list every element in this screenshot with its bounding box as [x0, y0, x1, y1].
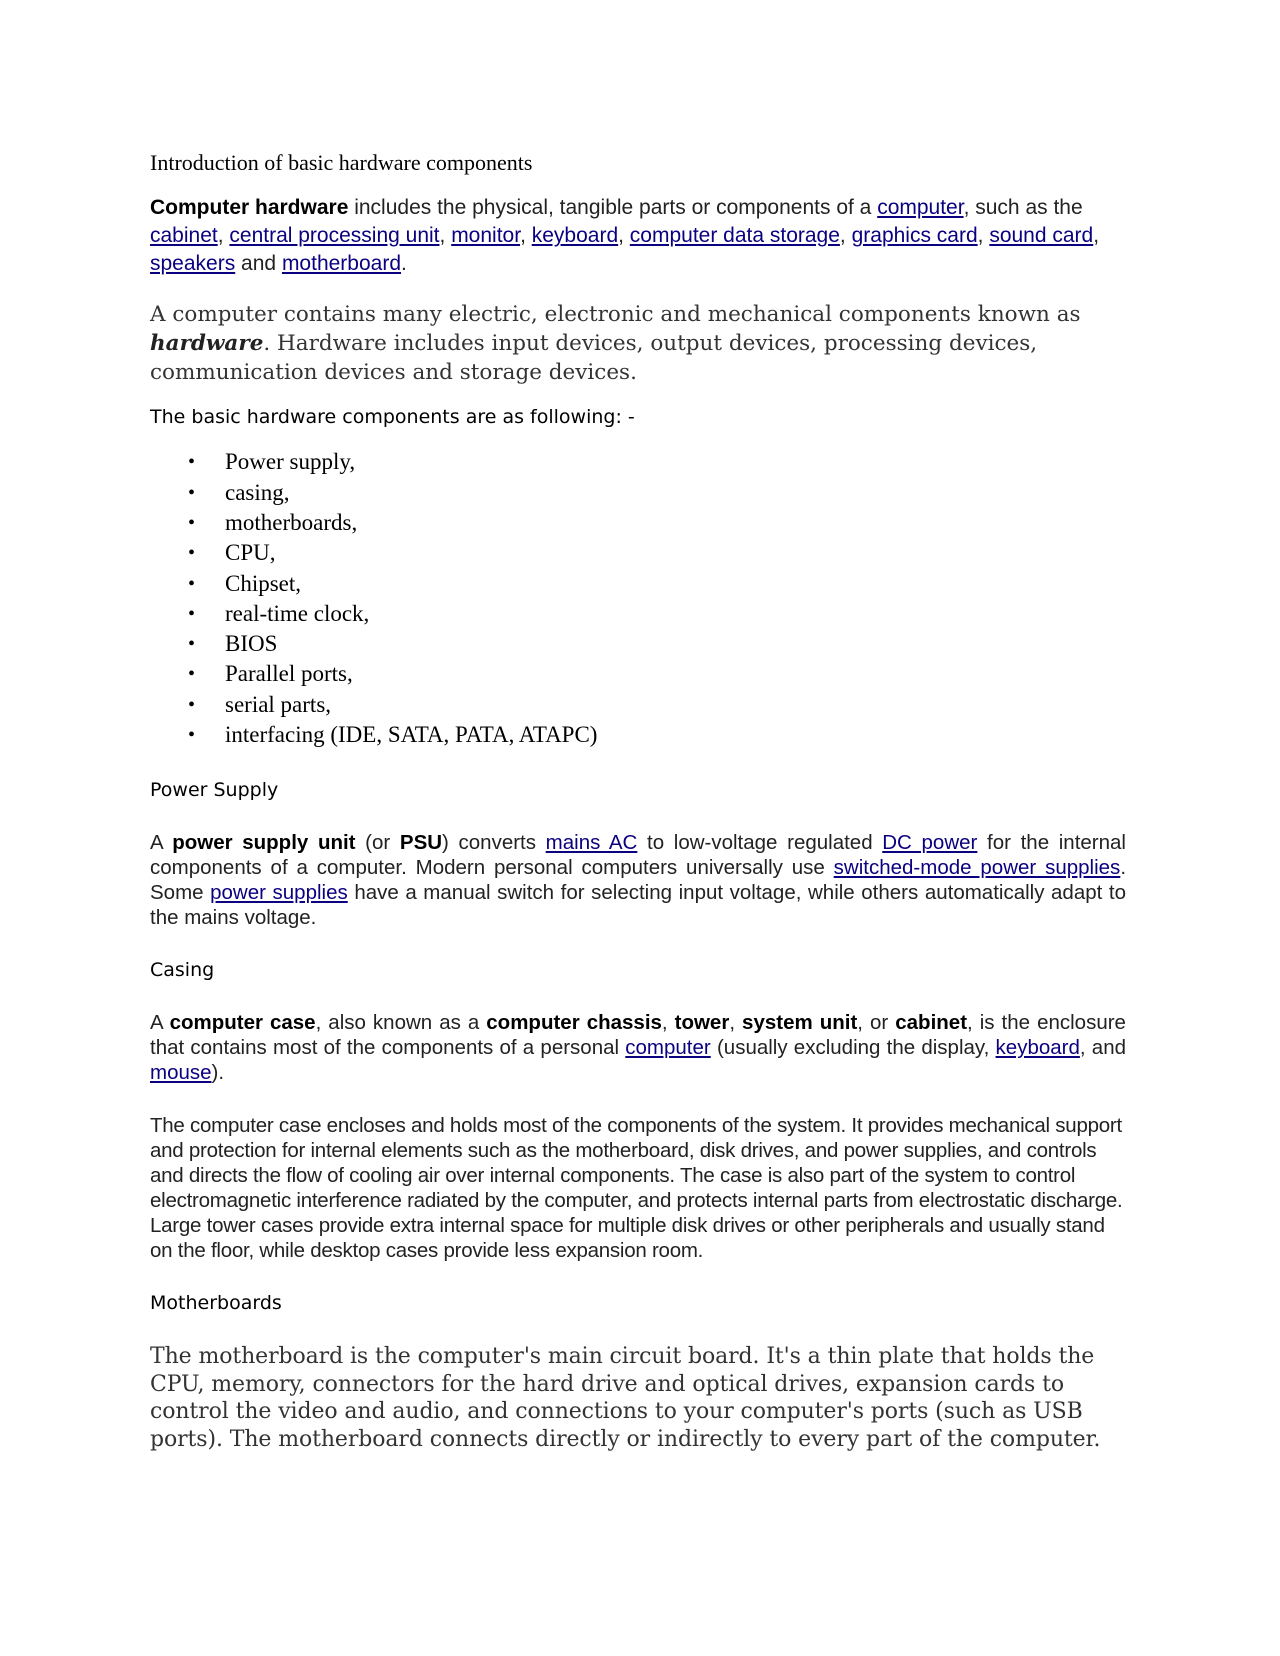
list-item-text: Chipset, — [225, 570, 302, 596]
link-computer[interactable]: computer — [877, 196, 964, 220]
separator: , — [618, 224, 630, 248]
casing-description-paragraph: The computer case encloses and holds most of the components of the system. It provides mechanical support and protection for internal elements such as the motherboard, disk drives, and power supplies, and controls and directs the flow of cooling air over internal components. The case is also part of the system to control electromagnetic interference radiated by the computer, and protects internal parts from electrostatic discharge. Large tower cases provide extra internal space for multiple disk drives or other peripherals and usually stand on the floor, while desktop cases provide less expansion room. — [150, 1114, 1123, 1263]
definition-text: A computer contains many electric, electronic and mechanical components known as — [150, 302, 1081, 328]
intro-text: and — [235, 252, 282, 276]
link-keyboard[interactable]: keyboard — [531, 224, 619, 248]
psu-abbrev: PSU — [399, 831, 443, 855]
motherboards-paragraph: The motherboard is the computer's main circuit board. It's a thin plate that holds the CPU, memory, connectors for the hard drive and optical drives, expansion cards to control the video and audio, and connections to your computer's ports (such as USB ports). The motherboard connects directly or indirectly to every part of the computer. — [150, 1344, 1101, 1452]
casing-text: , — [661, 1011, 675, 1035]
link-monitor[interactable]: monitor — [451, 224, 521, 248]
intro-text: , such as the — [963, 196, 1083, 220]
bullet-icon: • — [188, 511, 196, 534]
power-supply-heading: Power Supply — [150, 779, 279, 802]
psu-text: . Some — [150, 856, 1127, 905]
casing-text: , also known as a — [315, 1011, 487, 1035]
bullet-icon: • — [188, 451, 196, 474]
list-item-text: casing, — [225, 479, 290, 505]
list-item — [150, 629, 1126, 659]
separator: , — [839, 224, 852, 248]
casing-bold-term: computer case — [169, 1011, 316, 1035]
psu-text: for the internal components of a computer. Modern personal computers universally use — [150, 831, 1126, 880]
bullet-icon: • — [188, 693, 196, 716]
casing-text: ). — [211, 1061, 225, 1085]
bullet-icon: • — [188, 542, 196, 565]
list-item — [150, 508, 1126, 538]
hardware-definition-paragraph — [150, 300, 1126, 387]
link-mouse[interactable]: mouse — [150, 1061, 212, 1085]
separator: , — [439, 224, 452, 248]
separator: , — [1093, 224, 1100, 248]
list-item-text: BIOS — [225, 631, 278, 657]
casing-paragraph — [150, 1010, 1126, 1085]
casing-heading: Casing — [150, 959, 215, 982]
list-item — [150, 599, 1126, 629]
separator: , — [977, 224, 990, 248]
list-item-text: serial parts, — [225, 691, 332, 717]
intro-paragraph — [150, 194, 1126, 278]
intro-text: . — [401, 252, 407, 276]
link-computer-data-storage[interactable]: computer data storage — [629, 224, 840, 248]
link-dc-power[interactable]: DC power — [882, 831, 978, 855]
list-item — [150, 659, 1126, 689]
list-item-text: Power supply, — [225, 449, 356, 475]
list-item — [150, 538, 1126, 568]
casing-text: (usually excluding the display, — [710, 1036, 996, 1060]
intro-bold-term: Computer hardware — [150, 196, 349, 220]
casing-bold-term: computer chassis — [486, 1011, 662, 1035]
components-list — [150, 447, 1126, 750]
casing-text: A — [150, 1011, 170, 1035]
bullet-icon: • — [188, 633, 196, 656]
link-cabinet[interactable]: cabinet — [150, 224, 218, 248]
psu-text: (or — [355, 831, 400, 855]
list-item-text: CPU, — [225, 540, 276, 566]
casing-bold-term: system unit — [742, 1011, 858, 1035]
separator: , — [520, 224, 532, 248]
bullet-icon: • — [188, 602, 196, 625]
link-power-supplies[interactable]: power supplies — [210, 881, 348, 905]
casing-text: , and — [1079, 1036, 1126, 1060]
psu-text: have a manual switch for selecting input voltage, while others automatically adapt to the mains voltage. — [150, 881, 1126, 930]
casing-bold-term: cabinet — [895, 1011, 968, 1035]
intro-text: includes the physical, tangible parts or components of a — [348, 196, 878, 220]
link-sound-card[interactable]: sound card — [989, 224, 1094, 248]
link-motherboard[interactable]: motherboard — [281, 252, 402, 276]
casing-text: , is the enclosure that contains most of the components of a personal — [150, 1011, 1126, 1060]
power-supply-paragraph — [150, 830, 1126, 930]
psu-text: to low-voltage regulated — [637, 831, 883, 855]
list-item-text: interfacing (IDE, SATA, PATA, ATAPC) — [225, 722, 598, 748]
link-graphics-card[interactable]: graphics card — [851, 224, 978, 248]
casing-bold-term: tower — [674, 1011, 730, 1035]
list-item — [150, 720, 1126, 750]
psu-bold-term: power supply unit — [172, 831, 356, 855]
document-page — [150, 150, 1126, 1453]
link-computer[interactable]: computer — [625, 1036, 711, 1060]
document-title: Introduction of basic hardware components — [150, 150, 533, 175]
list-item-text: real-time clock, — [225, 600, 370, 626]
bullet-icon: • — [188, 481, 196, 504]
bullet-icon: • — [188, 724, 196, 747]
definition-text: . Hardware includes input devices, output devices, processing devices, communication devices and storage devices. — [150, 331, 1038, 386]
bullet-icon: • — [188, 663, 196, 686]
casing-text: , or — [857, 1011, 896, 1035]
separator: , — [217, 224, 230, 248]
link-central-processing-unit[interactable]: central processing unit — [229, 224, 440, 248]
link-switched-mode-power-supplies[interactable]: switched-mode power supplies — [833, 856, 1121, 880]
list-item-text: motherboards, — [225, 509, 358, 535]
psu-text: A — [150, 831, 173, 855]
list-item — [150, 569, 1126, 599]
psu-text: ) converts — [442, 831, 546, 855]
link-mains-ac[interactable]: mains AC — [545, 831, 638, 855]
hardware-term: hardware — [150, 331, 264, 357]
list-intro: The basic hardware components are as following: - — [150, 406, 635, 429]
bullet-icon: • — [188, 572, 196, 595]
link-speakers[interactable]: speakers — [150, 252, 236, 276]
list-item — [150, 690, 1126, 720]
list-item — [150, 447, 1126, 477]
link-keyboard[interactable]: keyboard — [995, 1036, 1080, 1060]
list-item — [150, 478, 1126, 508]
motherboards-heading: Motherboards — [150, 1292, 282, 1315]
list-item-text: Parallel ports, — [225, 661, 353, 687]
casing-text: , — [729, 1011, 743, 1035]
